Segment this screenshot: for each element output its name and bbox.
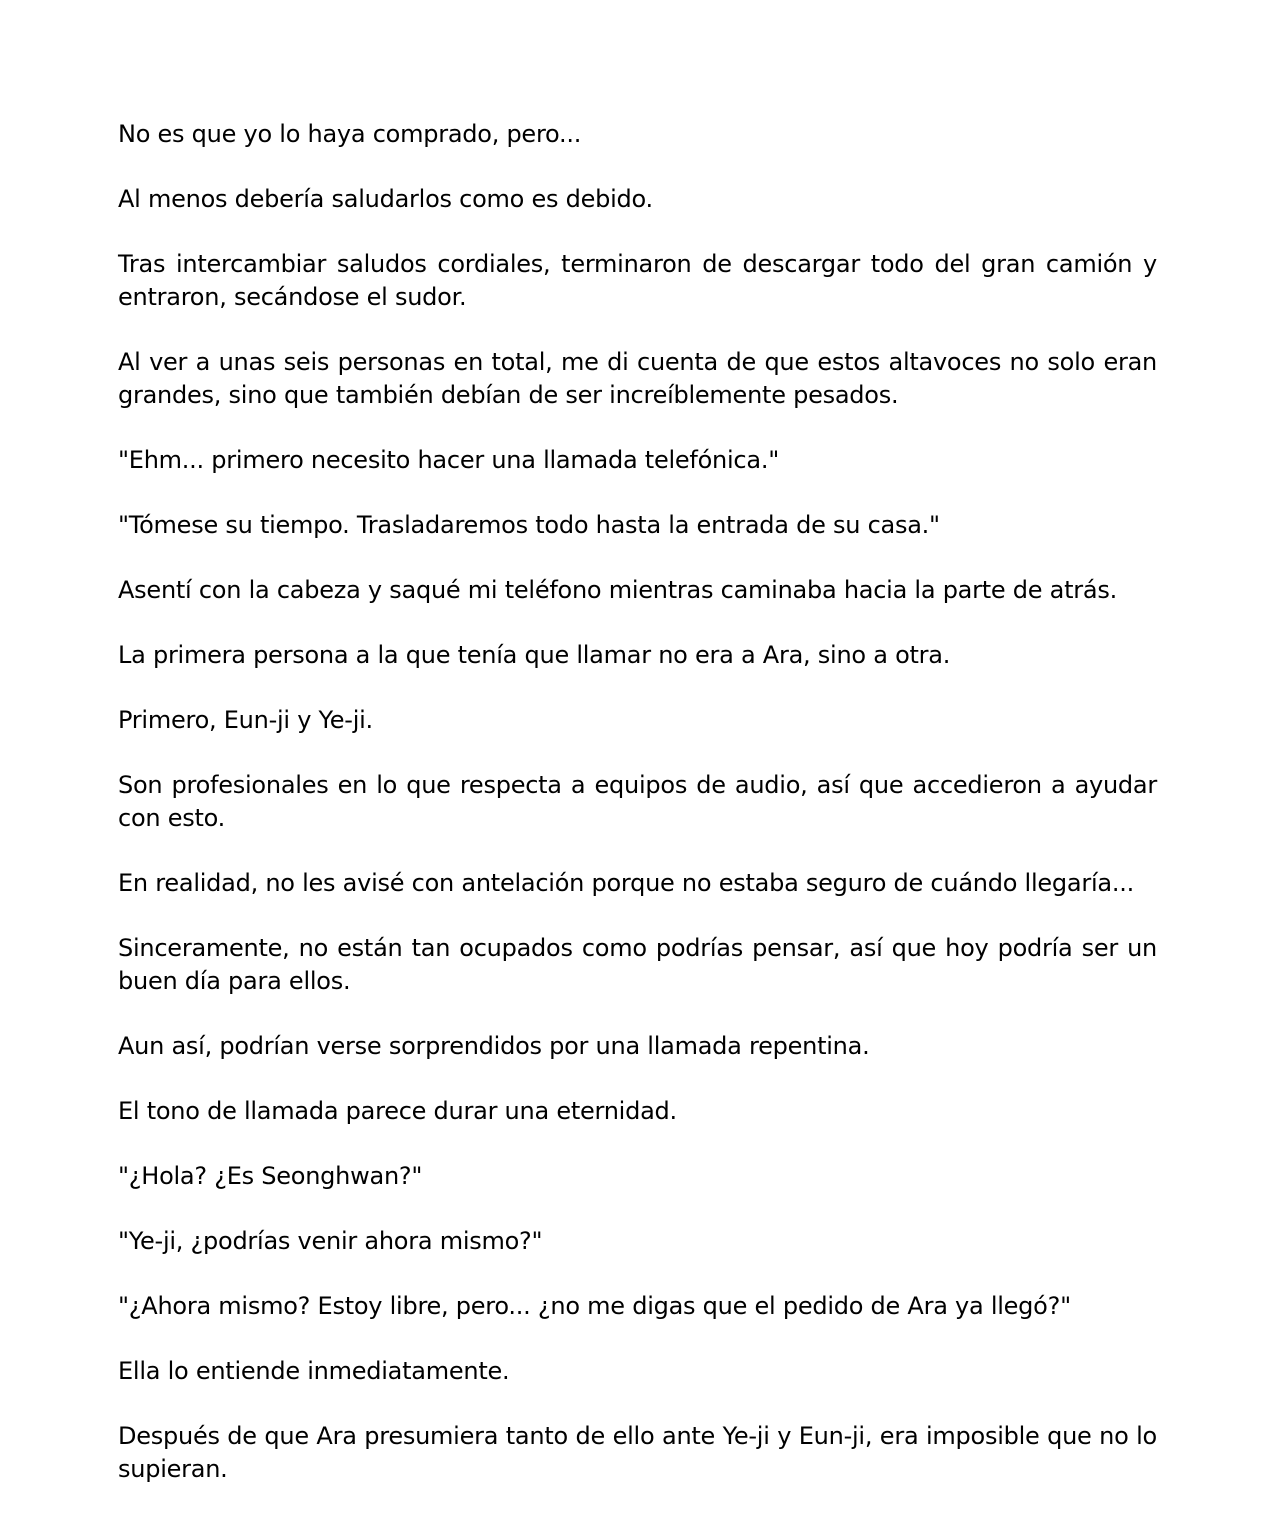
paragraph: "¿Ahora mismo? Estoy libre, pero... ¿no me digas que el pedido de Ara ya llegó?" (118, 1292, 1071, 1320)
paragraph: "Ehm... primero necesito hacer una llamada telefónica." (118, 446, 779, 474)
paragraph: "¿Hola? ¿Es Seonghwan?" (118, 1162, 423, 1190)
paragraph: Primero, Eun-ji y Ye-ji. (118, 706, 373, 734)
paragraph: Ella lo entiende inmediatamente. (118, 1357, 510, 1385)
paragraph: En realidad, no les avisé con antelación porque no estaba seguro de cuándo llegaría... (118, 869, 1134, 897)
document-page (118, 118, 1157, 1486)
paragraph: Al ver a unas seis personas en total, me di cuenta de que estos altavoces no solo eran grandes, sino que también debían de ser increíblemente pesados. (118, 348, 1157, 409)
paragraph: Al menos debería saludarlos como es debido. (118, 185, 653, 213)
paragraph: "Tómese su tiempo. Trasladaremos todo hasta la entrada de su casa." (118, 511, 940, 539)
paragraph: No es que yo lo haya comprado, pero... (118, 120, 582, 148)
paragraph: Sinceramente, no están tan ocupados como podrías pensar, así que hoy podría ser un buen día para ellos. (118, 934, 1157, 995)
paragraph: Aun así, podrían verse sorprendidos por una llamada repentina. (118, 1032, 870, 1060)
paragraph: Tras intercambiar saludos cordiales, terminaron de descargar todo del gran camión y entraron, secándose el sudor. (118, 250, 1157, 311)
paragraph: La primera persona a la que tenía que llamar no era a Ara, sino a otra. (118, 641, 951, 669)
paragraph: Asentí con la cabeza y saqué mi teléfono mientras caminaba hacia la parte de atrás. (118, 576, 1118, 604)
paragraph: "Ye-ji, ¿podrías venir ahora mismo?" (118, 1227, 543, 1255)
paragraph: Después de que Ara presumiera tanto de ello ante Ye-ji y Eun-ji, era imposible que no lo supieran. (118, 1422, 1157, 1483)
paragraph: Son profesionales en lo que respecta a equipos de audio, así que accedieron a ayudar con esto. (118, 771, 1157, 832)
paragraph: El tono de llamada parece durar una eternidad. (118, 1097, 677, 1125)
